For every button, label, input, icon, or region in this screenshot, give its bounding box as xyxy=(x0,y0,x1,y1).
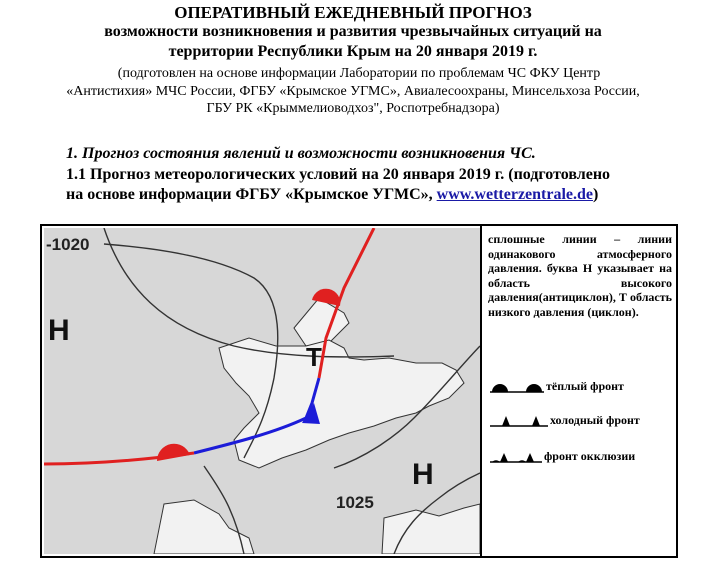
legend-description: сплошные линии – линии одинакового атмосферного давления. буква Н указывает на область высокого давления(антициклон), Т область низкого давления (циклон). xyxy=(488,232,672,319)
isobar-label-1025: 1025 xyxy=(336,493,374,512)
subsection-heading-prefix: на основе информации ФГБУ «Крымское УГМС», xyxy=(66,186,437,203)
wetterzentrale-link[interactable]: www.wetterzentrale.de xyxy=(436,186,594,203)
source-note-line2: «Антистихия» МЧС России, ФГБУ «Крымское УГМС», Авиалесоохраны, Минсельхоза России, xyxy=(66,84,640,99)
synoptic-map xyxy=(44,228,480,554)
subsection-heading-line1: 1.1 Прогноз метеорологических условий на 20 января 2019 г. (подготовлено xyxy=(66,166,611,183)
subsection-heading-line2 xyxy=(66,186,598,204)
document-subtitle-line1: возможности возникновения и развития чрезвычайных ситуаций на xyxy=(104,23,602,40)
legend-occlusion-front-label: фронт окклюзии xyxy=(544,449,636,463)
legend-cold-front-label: холодный фронт xyxy=(550,413,640,427)
high-pressure-label-west: Н xyxy=(48,314,70,347)
legend-warm-front xyxy=(488,378,624,394)
legend-occlusion-front xyxy=(488,448,635,464)
subsection-heading-suffix: ) xyxy=(593,186,599,203)
legend-warm-front-label: тёплый фронт xyxy=(546,379,624,393)
document-subtitle-line2: территории Республики Крым на 20 января 2019 г. xyxy=(168,43,538,60)
high-pressure-label-east: Н xyxy=(412,458,434,491)
section-heading: 1. Прогноз состояния явлений и возможности возникновения ЧС. xyxy=(66,145,536,162)
figure-divider xyxy=(480,226,482,556)
map-legend xyxy=(488,232,672,319)
warm-front-icon xyxy=(488,378,546,394)
document-title: ОПЕРАТИВНЫЙ ЕЖЕДНЕВНЫЙ ПРОГНОЗ xyxy=(174,3,532,22)
isobar-label-1020: -1020 xyxy=(46,235,90,254)
source-note-line1: (подготовлен на основе информации Лаборатории по проблемам ЧС ФКУ Центр xyxy=(117,66,601,81)
low-pressure-label: Т xyxy=(306,342,322,372)
source-note-line3: ГБУ РК «Крыммелиоводхоз", Роспотребнадзора) xyxy=(206,101,500,116)
legend-cold-front xyxy=(488,412,640,428)
forecast-figure xyxy=(40,224,678,558)
occlusion-front-icon xyxy=(488,448,544,464)
synoptic-map-svg xyxy=(44,228,480,554)
cold-front-icon xyxy=(488,412,550,428)
